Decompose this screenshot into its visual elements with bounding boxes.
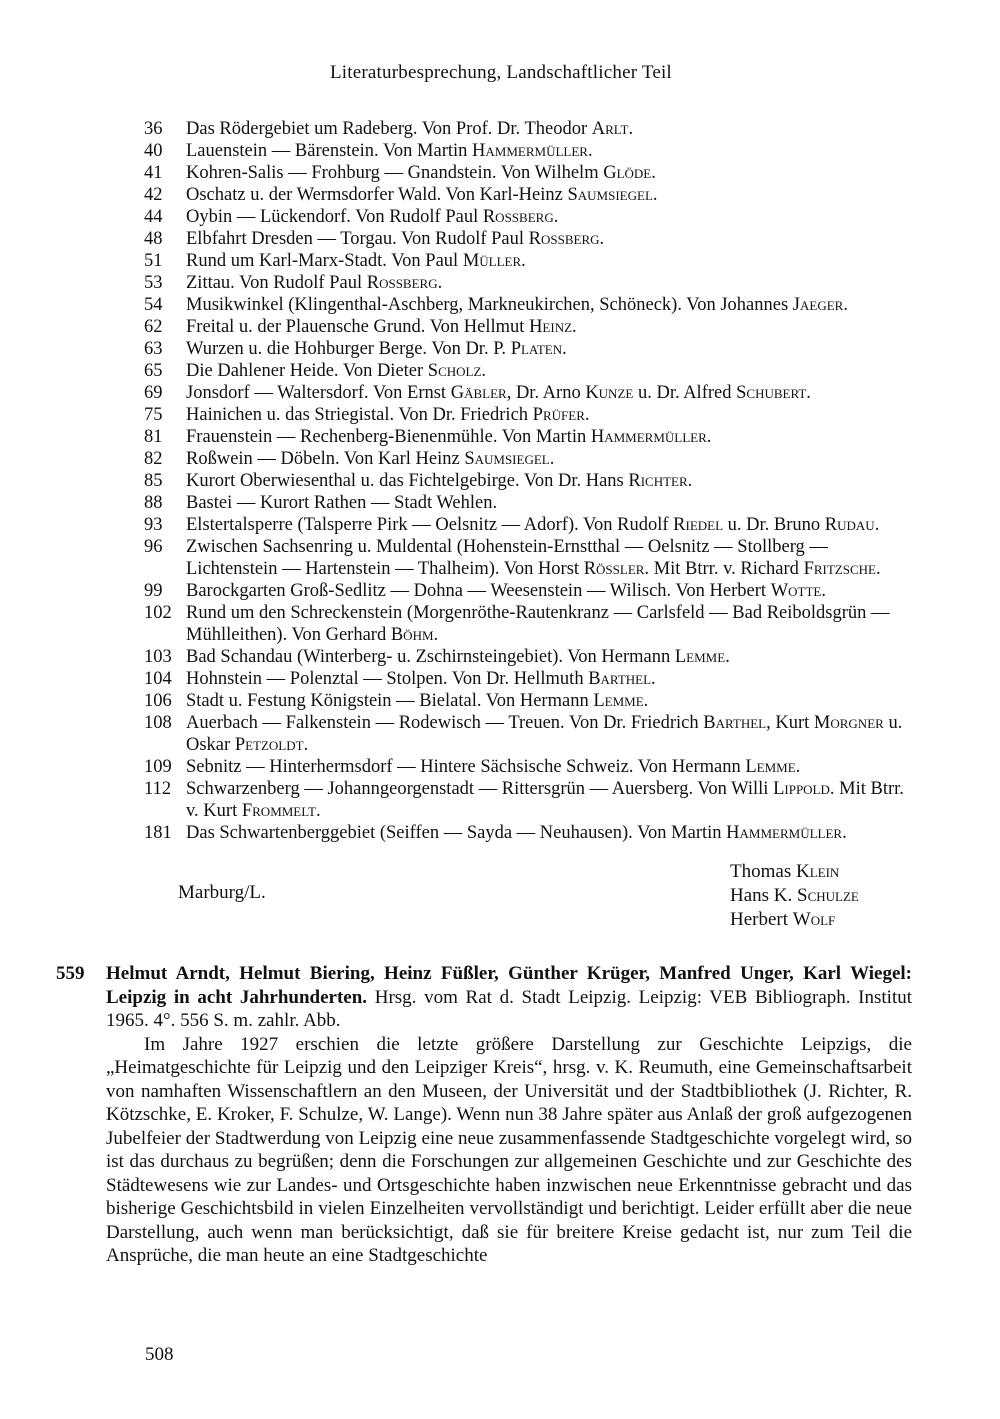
entry-author: Hammermüller: [472, 141, 588, 161]
entry-suffix: .: [706, 427, 712, 447]
entry-number: 53: [144, 273, 163, 293]
entry-author: Barthel: [703, 713, 767, 733]
entry-text: [186, 822, 914, 844]
entry-text: [186, 360, 914, 382]
entry-suffix: u. Dr. Bruno: [727, 515, 821, 535]
entry-author: Rudau: [824, 515, 875, 535]
entry-text: [186, 580, 914, 602]
entry-number: 112: [144, 779, 172, 799]
entry-title: Jonsdorf — Waltersdorf. Von Ernst: [186, 383, 447, 403]
entry-author: Rössler: [583, 559, 645, 579]
running-head: Literaturbesprechung, Landschaftlicher Teil: [330, 62, 672, 83]
entry-title: Hohnstein — Polenztal — Stolpen. Von Dr. Hellmuth: [186, 669, 584, 689]
entry-number: 81: [144, 427, 163, 447]
entry-suffix: , Dr. Arno: [506, 383, 581, 403]
entry-text: [186, 668, 914, 690]
entry-text: [186, 536, 914, 580]
entry-title: Lauenstein — Bärenstein. Von Martin: [186, 141, 468, 161]
entry-text: [186, 140, 914, 162]
entry-author: Scholz: [427, 361, 482, 381]
entry-author: Rossberg: [482, 207, 554, 227]
entry-suffix: .: [652, 185, 658, 205]
bibliography-entry: [144, 272, 914, 294]
entry-title: Stadt u. Festung Königstein — Bielatal. Von Hermann: [186, 691, 589, 711]
entry-text: [186, 316, 914, 338]
entry-title: Auerbach — Falkenstein — Rodewisch — Treuen. Von Dr. Friedrich: [186, 713, 699, 733]
entry-title: Bastei — Kurort Rathen — Stadt Wehlen.: [186, 493, 498, 513]
entry-title: Kohren-Salis — Frohburg — Gnandstein. Von Wilhelm: [186, 163, 599, 183]
entry-author: Fritzsche: [803, 559, 876, 579]
entry-text: [186, 272, 914, 294]
bibliography-entry: [144, 338, 914, 360]
entry-author: Schubert: [736, 383, 807, 403]
entry-suffix: u. Dr. Alfred: [637, 383, 732, 403]
entry-author: Böhm: [390, 625, 434, 645]
entry-suffix: .: [651, 669, 656, 689]
bibliography-entry: [144, 206, 914, 228]
entry-text: [186, 338, 914, 360]
entry-text: [186, 382, 914, 404]
bibliography-entry: [144, 316, 914, 338]
entry-number: 102: [144, 603, 172, 623]
entry-number: 36: [144, 119, 163, 139]
entry-title: Elstertalsperre (Talsperre Pirk — Oelsnitz — Adorf). Von Rudolf: [186, 515, 669, 535]
entry-author: Richter: [628, 471, 688, 491]
entry-number: 41: [144, 163, 163, 183]
review-authors-title: Helmut Arndt, Helmut Biering, Heinz Füßler, Günther Krüger, Manfred Unger, Karl Wiegel: Leipzig in acht Jahrhunderten.: [106, 963, 912, 1008]
entry-author: Petzoldt: [234, 735, 304, 755]
entry-author: Gäbler: [450, 383, 507, 403]
bibliography-entry: [144, 778, 914, 822]
entry-author: Hammermüller: [590, 427, 707, 447]
entry-text: [186, 118, 914, 140]
entry-text: [186, 492, 914, 514]
entry-text: [186, 602, 914, 646]
entry-title: Freital u. der Plauensche Grund. Von Hellmut: [186, 317, 525, 337]
entry-author: Riedel: [673, 515, 724, 535]
entry-text: [186, 250, 914, 272]
entry-suffix: .: [795, 757, 801, 777]
entry-author: Jaeger: [792, 295, 844, 315]
entry-title: Hainichen u. das Striegistal. Von Dr. Friedrich: [186, 405, 529, 425]
entry-number: 99: [144, 581, 163, 601]
bibliography-entry: [144, 602, 914, 646]
entry-author: Lemme: [674, 647, 726, 667]
entry-title: Kurort Oberwiesenthal u. das Fichtelgebirge. Von Dr. Hans: [186, 471, 624, 491]
entry-suffix: .: [843, 295, 848, 315]
entry-title: Musikwinkel (Klingenthal-Aschberg, Markneukirchen, Schöneck). Von Johannes: [186, 295, 789, 315]
entry-number: 88: [144, 493, 163, 513]
entry-suffix: .: [875, 559, 881, 579]
entry-author: Lemme: [593, 691, 644, 711]
entry-author: Wotte: [770, 581, 822, 601]
entry-suffix: .: [806, 383, 811, 403]
entry-suffix: .: [725, 647, 730, 667]
bibliography-entry: [144, 448, 914, 470]
entry-text: [186, 206, 914, 228]
entry-author: Frommelt: [241, 801, 316, 821]
entry-suffix: .: [303, 735, 309, 755]
entry-suffix: .: [587, 141, 593, 161]
entry-number: 82: [144, 449, 163, 469]
bibliography-entry: [144, 382, 914, 404]
bibliography-entry: [144, 118, 914, 140]
bibliography-entry: [144, 712, 914, 756]
entry-text: [186, 470, 914, 492]
entry-suffix: . Mit Btrr. v. Kurt: [186, 779, 904, 821]
review-imprint: Hrsg. vom Rat d. Stadt Leipzig. Leipzig: VEB Bibliograph. Institut 1965. 4°. 556 S. m. zahlr. Abb.: [106, 986, 913, 1031]
entry-text: [186, 404, 914, 426]
entry-author: Lippold: [773, 779, 830, 799]
entry-suffix: .: [842, 823, 847, 843]
entry-suffix: .: [651, 163, 656, 183]
entry-author: Barthel: [588, 669, 652, 689]
bibliography-entry: [144, 536, 914, 580]
entry-text: [186, 448, 914, 470]
bibliography-entry: [144, 294, 914, 316]
entry-number: 96: [144, 537, 163, 557]
entry-text: [186, 712, 914, 756]
reviewer: Herbert Wolf: [730, 909, 836, 930]
entry-text: [186, 514, 914, 536]
entry-suffix: .: [562, 339, 567, 359]
bibliography-entry: [144, 514, 914, 536]
review-body: Im Jahre 1927 erschien die letzte größere Darstellung zur Geschichte Leipzigs, die „Heimatgeschichte für Leipzig und den Leipziger Kreis“, hrsg. v. K. Reumuth, eine Gemeinschaftsarbeit von namhaften Wissenschaftlern an den Museen, der Universität und der Stadtbibliothek (J. Richter, R. Kötzschke, E. Kroker, F. Schulze, W. Lange). Wenn nun 38 Jahre später aus Anlaß der groß aufgezogenen Jubelfeier der Stadtwerdung von Leipzig eine neue zusammenfassende Stadtgeschichte vorgelegt wird, so ist das durchaus zu begrüßen; denn die Forschungen zur allgemeinen Geschichte und zur Geschichte des Städtewesens wie zur Landes- und Ortsgeschichte haben inzwischen neue Erkenntnisse gebracht und das bisherige Geschichtsbild in vielen Einzelheiten vervollständigt und berichtigt. Leider erfüllt aber die neue Darstellung, auch wenn man berücksichtigt, daß sie für breitere Kreise gedacht ist, nur zum Teil die Ansprüche, die man heute an eine Stadtgeschichte: [106, 1033, 912, 1266]
bibliography-entry: [144, 426, 914, 448]
entry-suffix: .: [553, 207, 559, 227]
entry-text: [186, 690, 914, 712]
review-heading: [106, 962, 912, 1033]
entry-text: [186, 294, 914, 316]
entry-suffix: .: [584, 405, 590, 425]
bibliography-entry: [144, 140, 914, 162]
entry-title: Die Dahlener Heide. Von Dieter: [186, 361, 424, 381]
entry-author: Arlt: [591, 119, 629, 139]
bibliography-entry: [144, 756, 914, 778]
entry-number: 109: [144, 757, 172, 777]
bibliography-list: [144, 118, 914, 844]
entry-text: [186, 162, 914, 184]
bibliography-entry: [144, 184, 914, 206]
entry-text: [186, 646, 914, 668]
entry-text: [186, 184, 914, 206]
bibliography-entry: [144, 668, 914, 690]
entry-suffix: .: [821, 581, 826, 601]
entry-author: Hammermüller: [726, 823, 843, 843]
entry-number: 44: [144, 207, 163, 227]
entry-number: 40: [144, 141, 163, 161]
review-number: 559: [56, 963, 85, 984]
entry-text: [186, 228, 914, 250]
bibliography-entry: [144, 162, 914, 184]
entry-number: 181: [144, 823, 172, 843]
entry-number: 65: [144, 361, 163, 381]
entry-title: Das Rödergebiet um Radeberg. Von Prof. Dr. Theodor: [186, 119, 588, 139]
entry-suffix: .: [599, 229, 605, 249]
entry-author: Morgner: [813, 713, 884, 733]
entry-author: Kunze: [585, 383, 634, 403]
entry-suffix: , Kurt: [766, 713, 810, 733]
entry-suffix: .: [628, 119, 634, 139]
entry-author: Müller: [462, 251, 522, 271]
entry-number: 108: [144, 713, 172, 733]
reviewer: Thomas Klein: [730, 861, 840, 882]
entry-author: Prüfer: [532, 405, 585, 425]
bibliography-entry: [144, 822, 914, 844]
entry-title: Zwischen Sachsenring u. Muldental (Hohenstein-Ernstthal — Oelsnitz — Stollberg — Lichtenstein — Hartenstein — Thalheim). Von Horst: [186, 537, 828, 579]
entry-number: 104: [144, 669, 172, 689]
entry-number: 54: [144, 295, 163, 315]
reviewer: Hans K. Schulze: [730, 885, 859, 906]
entry-author: Saumsiegel: [567, 185, 653, 205]
entry-number: 75: [144, 405, 163, 425]
entry-number: 42: [144, 185, 163, 205]
signature-block: [178, 858, 918, 938]
entry-author: Saumsiegel: [464, 449, 550, 469]
entry-suffix: .: [874, 515, 880, 535]
entry-title: Rund um den Schreckenstein (Morgenröthe-Rautenkranz — Carlsfeld — Bad Reiboldsgrün — Mühlleithen). Von Gerhard: [186, 603, 890, 645]
entry-suffix: .: [549, 449, 555, 469]
page-number: 508: [145, 1344, 174, 1365]
entry-number: 69: [144, 383, 163, 403]
entry-suffix: .: [315, 801, 321, 821]
bibliography-entry: [144, 360, 914, 382]
entry-title: Oybin — Lückendorf. Von Rudolf Paul: [186, 207, 479, 227]
entry-author: Heinz: [529, 317, 573, 337]
entry-title: Rund um Karl-Marx-Stadt. Von Paul: [186, 251, 459, 271]
bibliography-entry: [144, 250, 914, 272]
entry-title: Das Schwartenberggebiet (Seiffen — Sayda — Neuhausen). Von Martin: [186, 823, 722, 843]
entry-title: Sebnitz — Hinterhermsdorf — Hintere Sächsische Schweiz. Von Hermann: [186, 757, 741, 777]
entry-suffix: u. Oskar: [186, 713, 903, 755]
entry-number: 51: [144, 251, 163, 271]
entry-title: Wurzen u. die Hohburger Berge. Von Dr. P.: [186, 339, 507, 359]
entry-number: 63: [144, 339, 163, 359]
entry-number: 103: [144, 647, 172, 667]
entry-title: Elbfahrt Dresden — Torgau. Von Rudolf Paul: [186, 229, 525, 249]
bibliography-entry: [144, 580, 914, 602]
entry-title: Zittau. Von Rudolf Paul: [186, 273, 363, 293]
entry-text: [186, 756, 914, 778]
entry-author: Rossberg: [528, 229, 600, 249]
bibliography-entry: [144, 492, 914, 514]
entry-title: Roßwein — Döbeln. Von Karl Heinz: [186, 449, 460, 469]
bibliography-entry: [144, 646, 914, 668]
bibliography-entry: [144, 690, 914, 712]
entry-number: 48: [144, 229, 163, 249]
reviewer-list: [730, 860, 859, 932]
entry-suffix: .: [687, 471, 693, 491]
entry-author: Rossberg: [366, 273, 438, 293]
bibliography-entry: [144, 404, 914, 426]
entry-number: 93: [144, 515, 163, 535]
entry-title: Frauenstein — Rechenberg-Bienenmühle. Von Martin: [186, 427, 587, 447]
entry-suffix: .: [521, 251, 526, 271]
entry-suffix: .: [481, 361, 487, 381]
entry-suffix: .: [572, 317, 577, 337]
entry-suffix: .: [437, 273, 443, 293]
entry-title: Schwarzenberg — Johanngeorgenstadt — Rittersgrün — Auersberg. Von Willi: [186, 779, 769, 799]
entry-title: Oschatz u. der Wermsdorfer Wald. Von Karl-Heinz: [186, 185, 563, 205]
entry-author: Glöde: [603, 163, 652, 183]
bibliography-entry: [144, 228, 914, 250]
entry-title: Barockgarten Groß-Sedlitz — Dohna — Weesenstein — Wilisch. Von Herbert: [186, 581, 767, 601]
entry-author: Platen: [510, 339, 563, 359]
entry-suffix: .: [433, 625, 439, 645]
entry-suffix: . Mit Btrr. v. Richard: [644, 559, 799, 579]
entry-number: 85: [144, 471, 163, 491]
entry-suffix: .: [643, 691, 649, 711]
entry-author: Lemme: [745, 757, 796, 777]
entry-number: 62: [144, 317, 163, 337]
place-name: Marburg/L.: [178, 882, 266, 903]
entry-number: 106: [144, 691, 172, 711]
entry-title: Bad Schandau (Winterberg- u. Zschirnsteingebiet). Von Hermann: [186, 647, 671, 667]
review-section: [56, 962, 913, 1268]
entry-text: [186, 426, 914, 448]
bibliography-entry: [144, 470, 914, 492]
entry-text: [186, 778, 914, 822]
